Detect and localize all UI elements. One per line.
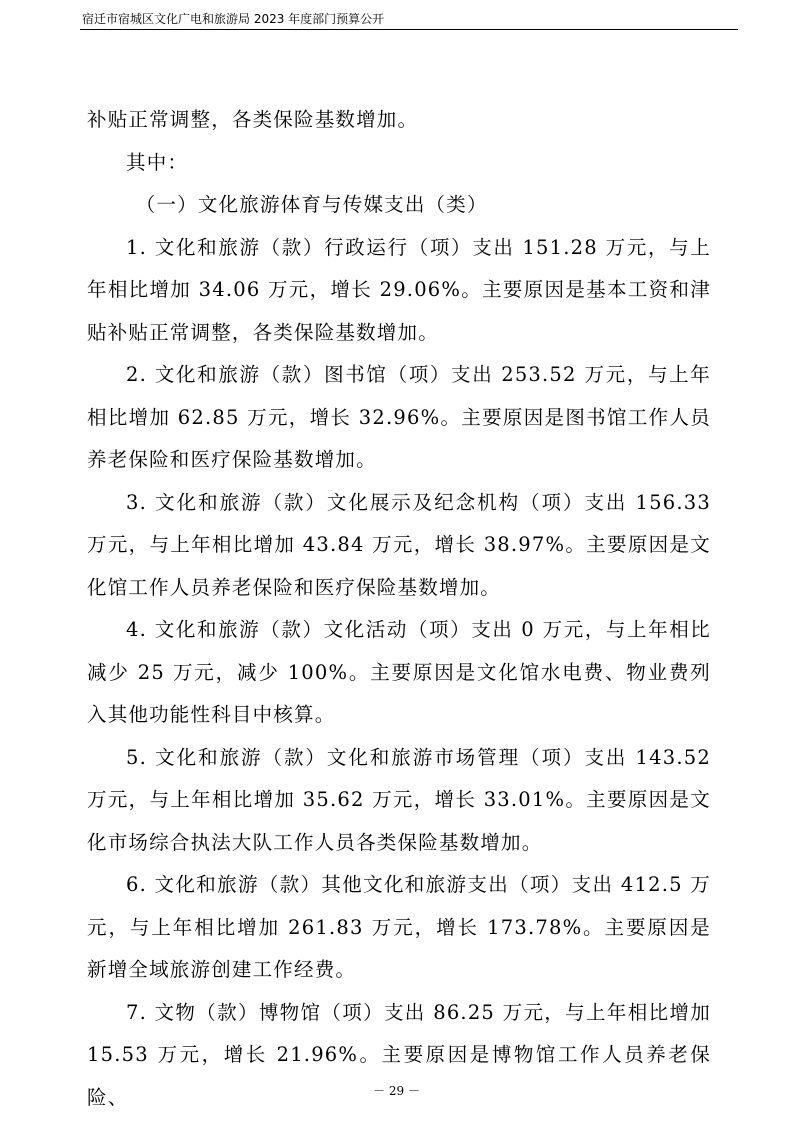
paragraph-item-3: 3. 文化和旅游（款）文化展示及纪念机构（项）支出 156.33 万元，与上年相比增加 43.84 万元，增长 38.97%。主要原因是文化馆工作人员养老保险和医疗保险基数增加。 (87, 490, 711, 599)
paragraph-item-1: 1. 文化和旅游（款）行政运行（项）支出 151.28 万元，与上年相比增加 34.06 万元，增长 29.06%。主要原因是基本工资和津贴补贴正常调整，各类保险基数增加。 (87, 235, 711, 344)
header-rule (80, 29, 738, 30)
paragraph-intro: 其中： (126, 150, 189, 174)
paragraph-item-6: 6. 文化和旅游（款）其他文化和旅游支出（项）支出 412.5 万元，与上年相比增加 261.83 万元，增长 173.78%。主要原因是新增全域旅游创建工作经费。 (87, 873, 711, 981)
paragraph-continuation: 补贴正常调整，各类保险基数增加。 (87, 108, 419, 131)
page-header-title: 宿迁市宿城区文化广电和旅游局 2023 年度部门预算公开 (82, 12, 385, 26)
paragraph-item-2: 2. 文化和旅游（款）图书馆（项）支出 253.52 万元，与上年相比增加 62.85 万元，增长 32.96%。主要原因是图书馆工作人员养老保险和医疗保险基数增加。 (87, 363, 711, 471)
page-number: － 29 － (373, 1084, 420, 1098)
section-heading: （一）文化旅游体育与传媒支出（类） (135, 193, 488, 216)
document-body (87, 99, 711, 1119)
paragraph-item-4: 4. 文化和旅游（款）文化活动（项）支出 0 万元，与上年相比减少 25 万元，减少 100%。主要原因是文化馆水电费、物业费列入其他功能性科目中核算。 (87, 618, 711, 726)
paragraph-item-5: 5. 文化和旅游（款）文化和旅游市场管理（项）支出 143.52 万元，与上年相比增加 35.62 万元，增长 33.01%。主要原因是文化市场综合执法大队工作人员各类保险基数增加。 (87, 745, 711, 854)
paragraph-item-7: 7. 文物（款）博物馆（项）支出 86.25 万元，与上年相比增加 15.53 万元，增长 21.96%。主要原因是博物馆工作人员养老保险、 (87, 1000, 711, 1109)
